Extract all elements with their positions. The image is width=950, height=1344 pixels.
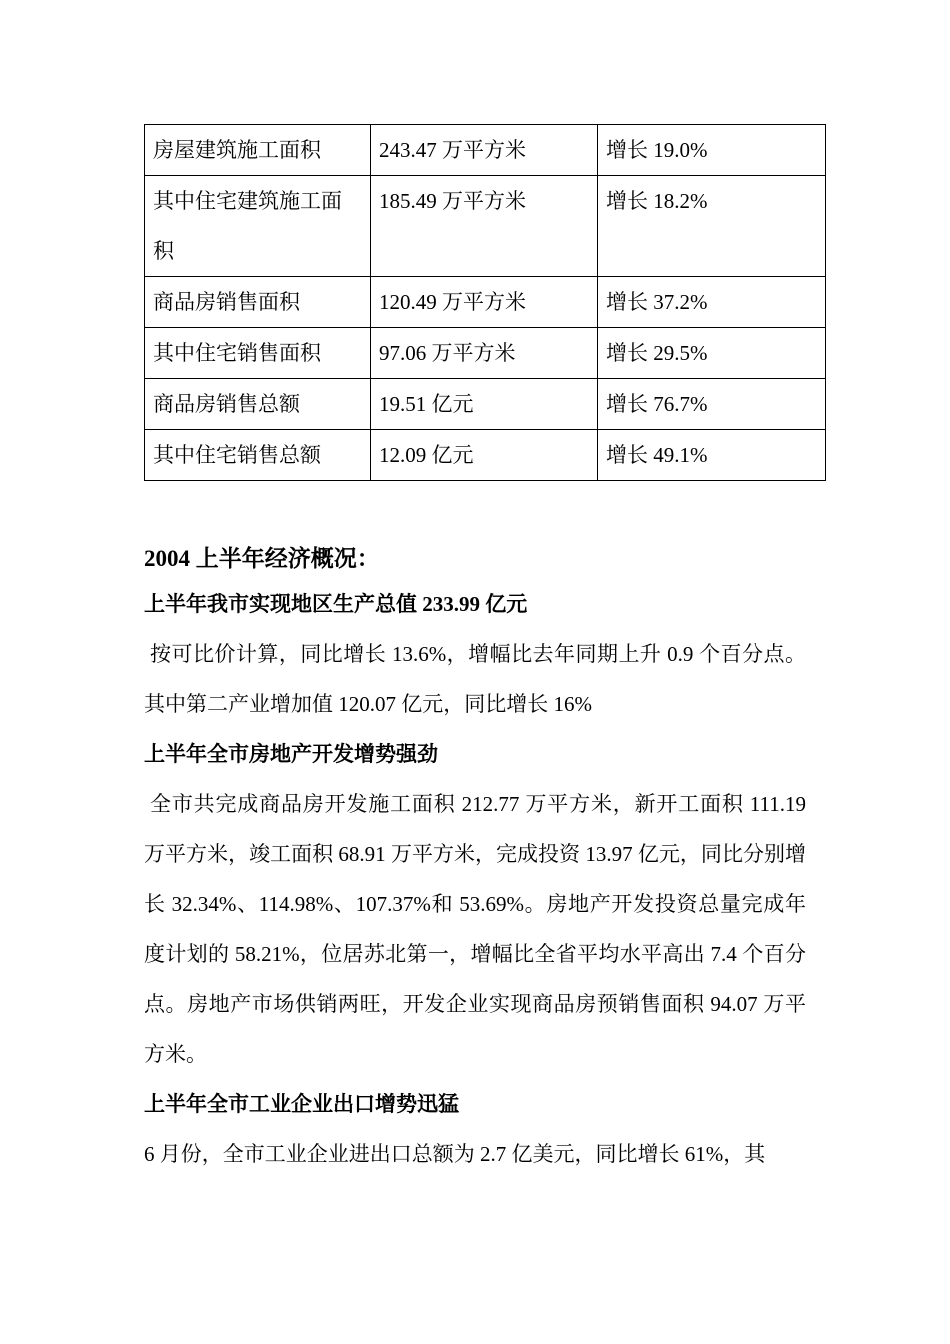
table-cell-value: 185.49 万平方米	[371, 176, 598, 277]
table-cell-item: 商品房销售总额	[145, 379, 371, 430]
table-cell-item: 其中住宅销售面积	[145, 328, 371, 379]
table-row	[145, 277, 826, 328]
table-row	[145, 430, 826, 481]
gdp-heading: 上半年我市实现地区生产总值 233.99 亿元	[144, 592, 528, 616]
table-cell-growth: 增长 37.2%	[598, 277, 826, 328]
table-row	[145, 379, 826, 430]
real-estate-paragraph: 全市共完成商品房开发施工面积 212.77 万平方米，新开工面积 111.19 万平方米，竣工面积 68.91 万平方米，完成投资 13.97 亿元，同比分别增长 32.34%、114.98%、107.37%和 53.69%。房地产开发投资总量完成年度计划的 58.21%，位居苏北第一，增幅比全省平均水平高出 7.4 个百分点。房地产市场供销两旺，开发企业实现商品房预销售面积 94.07 万平方米。	[144, 792, 806, 1066]
table-cell-growth: 增长 18.2%	[598, 176, 826, 277]
real-estate-heading: 上半年全市房地产开发增势强劲	[144, 742, 438, 766]
table-cell-growth: 增长 19.0%	[598, 125, 826, 176]
table-cell-growth: 增长 76.7%	[598, 379, 826, 430]
export-paragraph: 6 月份，全市工业企业进出口总额为 2.7 亿美元，同比增长 61%，其	[144, 1142, 766, 1166]
table-cell-growth: 增长 29.5%	[598, 328, 826, 379]
document-page	[144, 124, 825, 1179]
table-row	[145, 176, 826, 277]
section-title: 2004 上半年经济概况：	[144, 546, 380, 571]
table-cell-value: 19.51 亿元	[371, 379, 598, 430]
real-estate-stats-table	[144, 124, 826, 481]
table-cell-value: 120.49 万平方米	[371, 277, 598, 328]
export-heading: 上半年全市工业企业出口增势迅猛	[144, 1092, 459, 1116]
gdp-paragraph: 按可比价计算，同比增长 13.6%，增幅比去年同期上升 0.9 个百分点。其中第二产业增加值 120.07 亿元，同比增长 16%	[144, 642, 806, 716]
table-row	[145, 125, 826, 176]
table-cell-item: 商品房销售面积	[145, 277, 371, 328]
table-cell-item: 房屋建筑施工面积	[145, 125, 371, 176]
table-cell-item: 其中住宅销售总额	[145, 430, 371, 481]
table-cell-value: 12.09 亿元	[371, 430, 598, 481]
table-cell-value: 97.06 万平方米	[371, 328, 598, 379]
table-cell-growth: 增长 49.1%	[598, 430, 826, 481]
table-row	[145, 328, 826, 379]
table-cell-item: 其中住宅建筑施工面积	[145, 176, 371, 277]
table-cell-value: 243.47 万平方米	[371, 125, 598, 176]
